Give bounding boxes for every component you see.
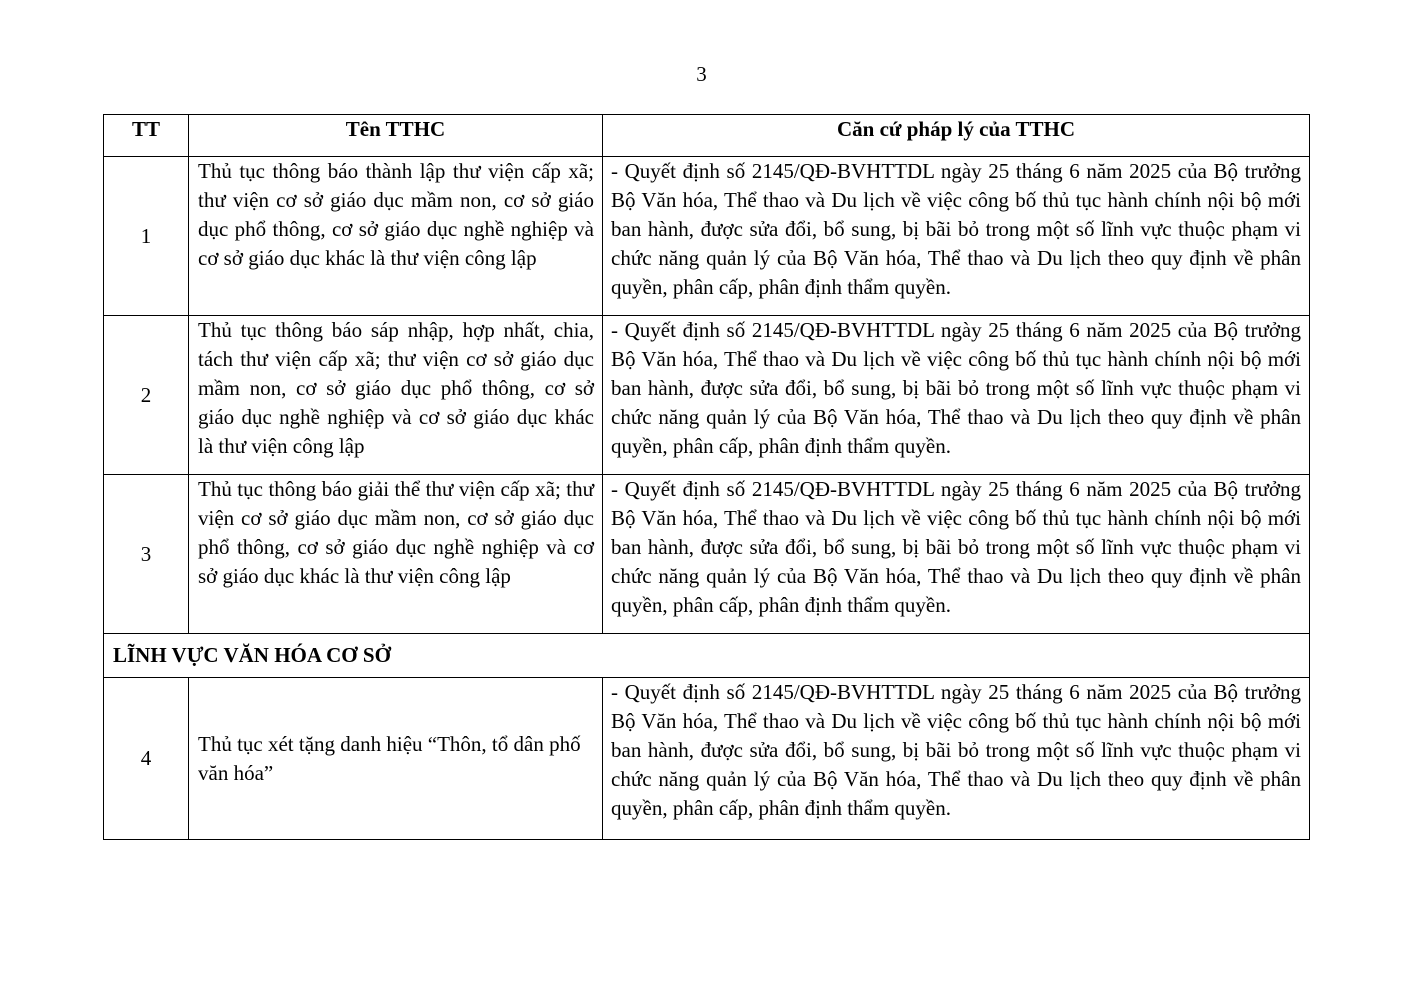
legal-basis: - Quyết định số 2145/QĐ-BVHTTDL ngày 25 tháng 6 năm 2025 của Bộ trưởng Bộ Văn hóa, Thể thao và Du lịch về việc công bố thủ tục hành chính nội bộ mới ban hành, được sửa đổi, bổ sung, bị bãi bỏ trong một số lĩnh vực thuộc phạm vi chức năng quản lý của Bộ Văn hóa, Thể thao và Du lịch theo quy định về phân quyền, phân cấp, phân định thẩm quyền. [603,475,1310,634]
procedure-name: Thủ tục xét tặng danh hiệu “Thôn, tổ dân phố văn hóa” [189,678,603,840]
header-name: Tên TTHC [189,115,603,157]
legal-basis: - Quyết định số 2145/QĐ-BVHTTDL ngày 25 tháng 6 năm 2025 của Bộ trưởng Bộ Văn hóa, Thể thao và Du lịch về việc công bố thủ tục hành chính nội bộ mới ban hành, được sửa đổi, bổ sung, bị bãi bỏ trong một số lĩnh vực thuộc phạm vi chức năng quản lý của Bộ Văn hóa, Thể thao và Du lịch theo quy định về phân quyền, phân cấp, phân định thẩm quyền. [603,316,1310,475]
row-number: 3 [104,475,189,634]
procedure-name: Thủ tục thông báo giải thể thư viện cấp xã; thư viện cơ sở giáo dục mầm non, cơ sở giáo dục phổ thông, cơ sở giáo dục nghề nghiệp và cơ sở giáo dục khác là thư viện công lập [189,475,603,634]
header-tt: TT [104,115,189,157]
header-legal: Căn cứ pháp lý của TTHC [603,115,1310,157]
legal-basis: - Quyết định số 2145/QĐ-BVHTTDL ngày 25 tháng 6 năm 2025 của Bộ trưởng Bộ Văn hóa, Thể thao và Du lịch về việc công bố thủ tục hành chính nội bộ mới ban hành, được sửa đổi, bổ sung, bị bãi bỏ trong một số lĩnh vực thuộc phạm vi chức năng quản lý của Bộ Văn hóa, Thể thao và Du lịch theo quy định về phân quyền, phân cấp, phân định thẩm quyền. [603,157,1310,316]
table-row [104,678,1310,840]
procedure-name: Thủ tục thông báo thành lập thư viện cấp xã; thư viện cơ sở giáo dục mầm non, cơ sở giáo dục phổ thông, cơ sở giáo dục nghề nghiệp và cơ sở giáo dục khác là thư viện công lập [189,157,603,316]
table-header-row [104,115,1310,157]
section-title: LĨNH VỰC VĂN HÓA CƠ SỞ [104,634,1310,678]
row-number: 1 [104,157,189,316]
procedure-name: Thủ tục thông báo sáp nhập, hợp nhất, chia, tách thư viện cấp xã; thư viện cơ sở giáo dục mầm non, cơ sở giáo dục phổ thông, cơ sở giáo dục nghề nghiệp và cơ sở giáo dục khác là thư viện công lập [189,316,603,475]
table-row [104,475,1310,634]
section-row [104,634,1310,678]
legal-basis: - Quyết định số 2145/QĐ-BVHTTDL ngày 25 tháng 6 năm 2025 của Bộ trưởng Bộ Văn hóa, Thể thao và Du lịch về việc công bố thủ tục hành chính nội bộ mới ban hành, được sửa đổi, bổ sung, bị bãi bỏ trong một số lĩnh vực thuộc phạm vi chức năng quản lý của Bộ Văn hóa, Thể thao và Du lịch theo quy định về phân quyền, phân cấp, phân định thẩm quyền. [603,678,1310,840]
row-number: 2 [104,316,189,475]
table-row [104,157,1310,316]
page-number: 3 [696,62,707,86]
table-row [104,316,1310,475]
row-number: 4 [104,678,189,840]
procedures-table [103,114,1310,840]
